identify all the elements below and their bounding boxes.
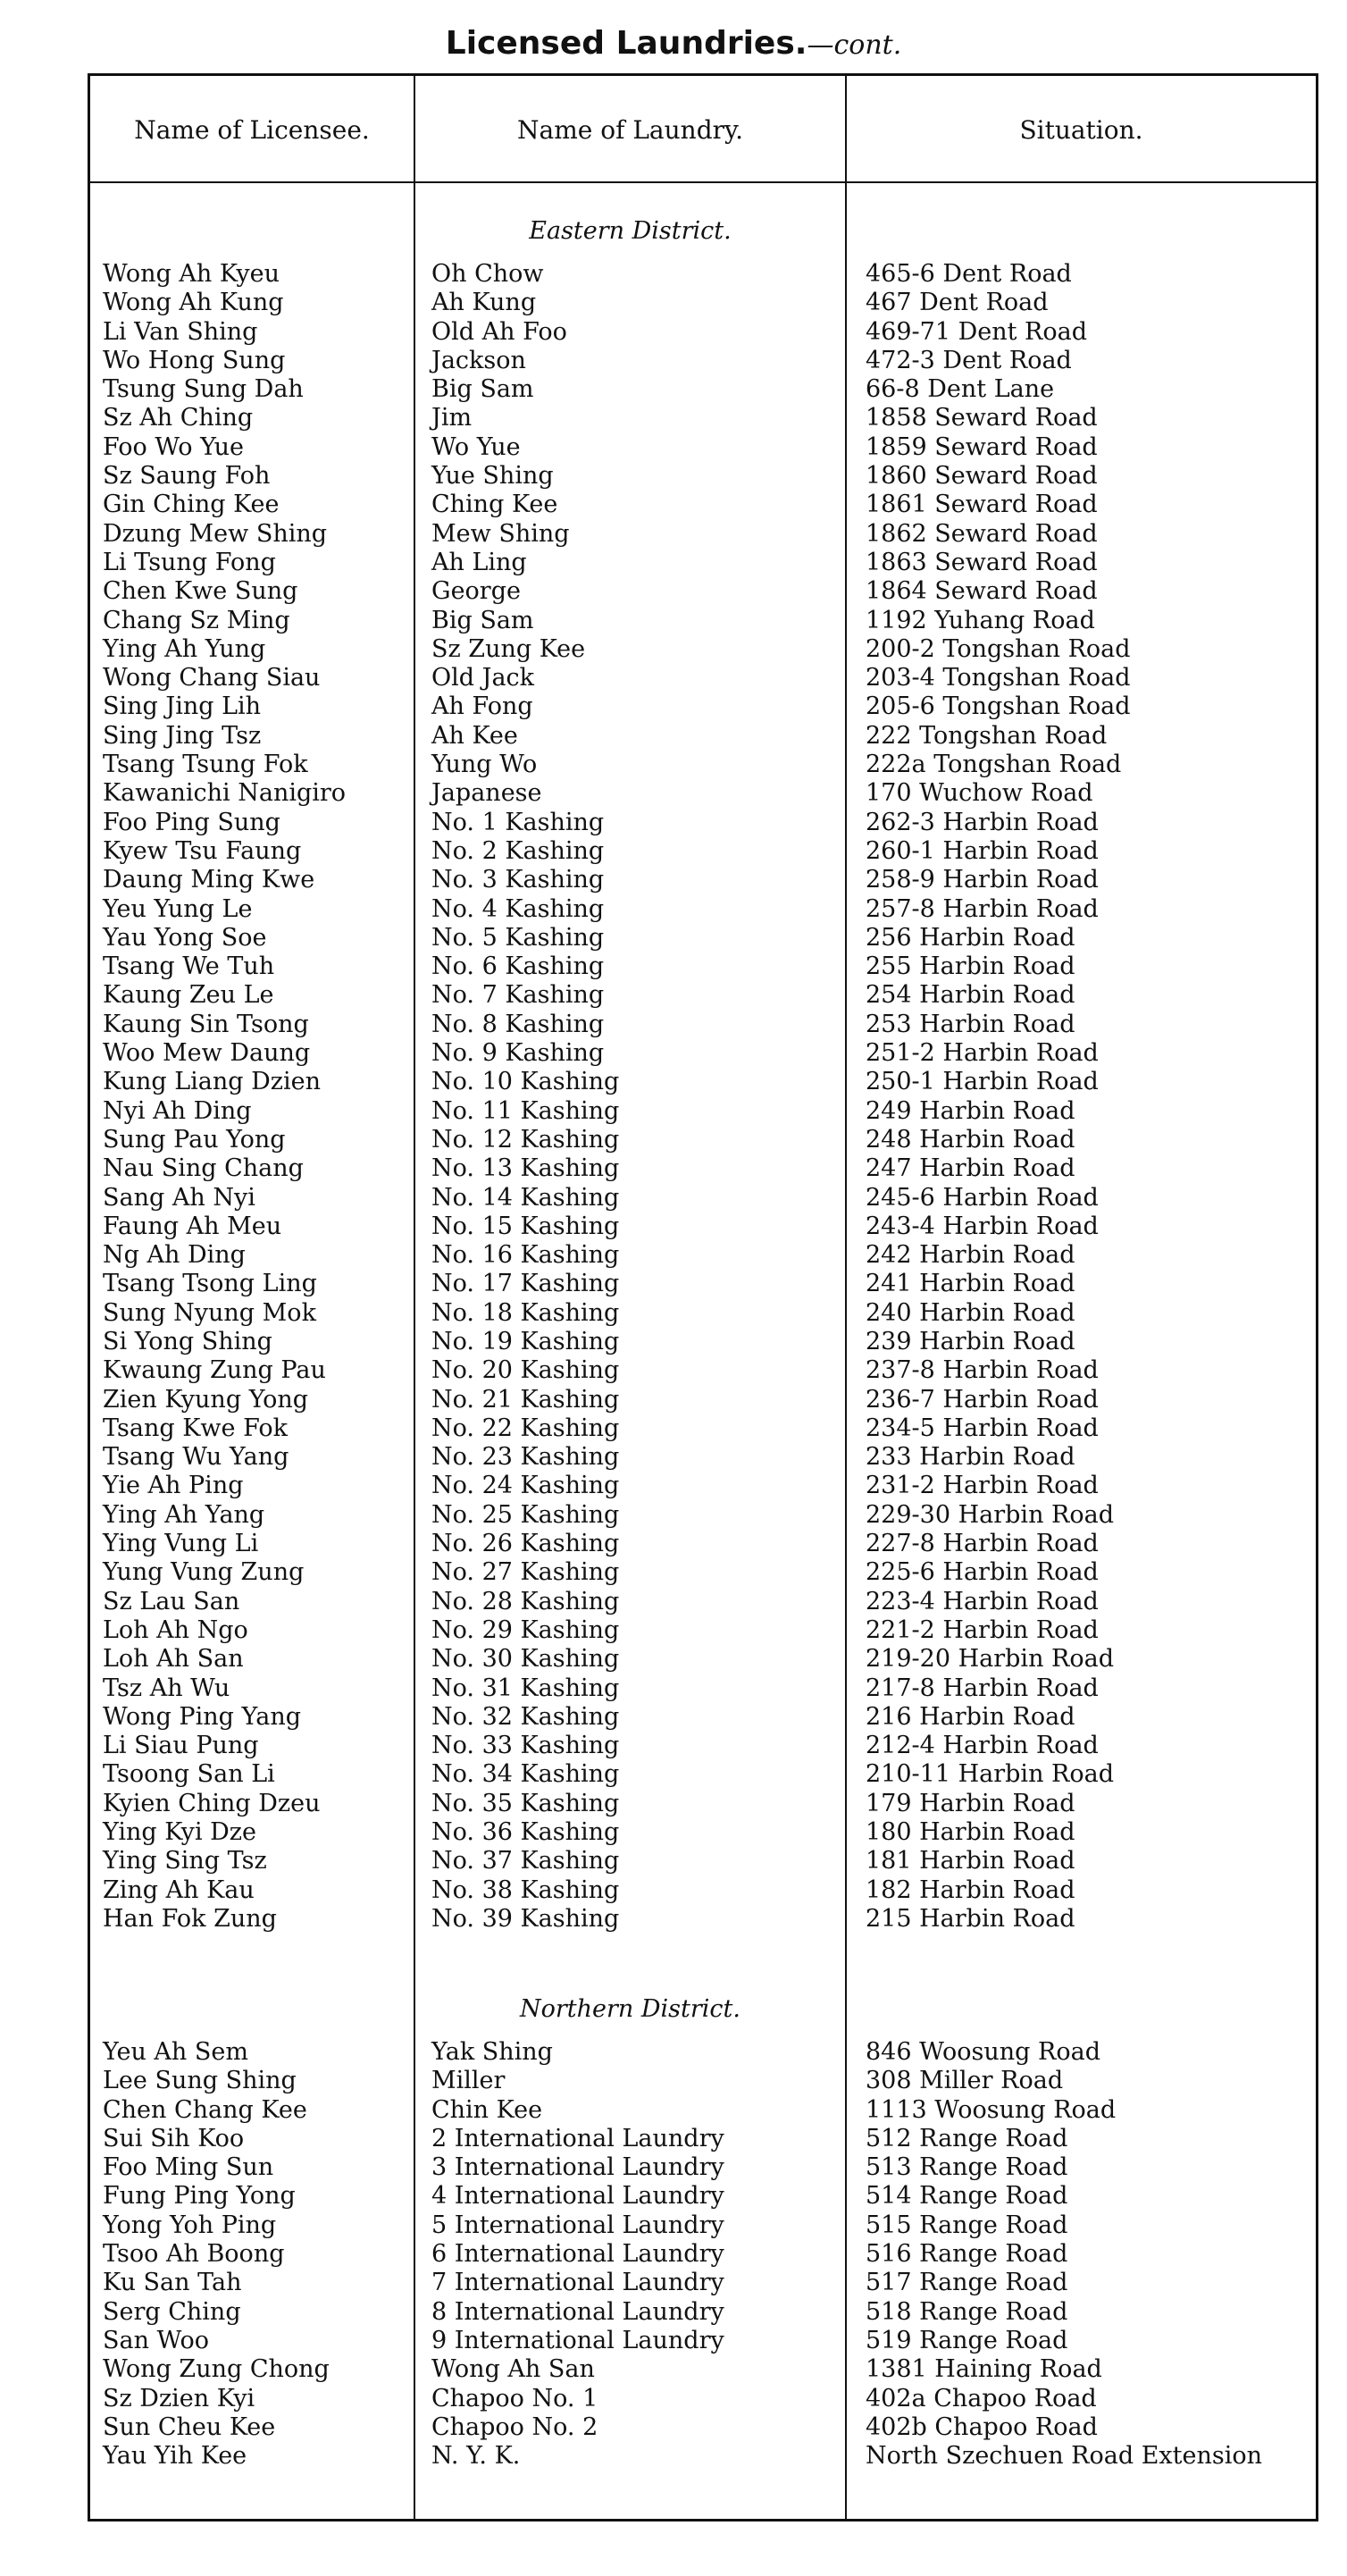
- laundry-name: No. 23 Kashing: [431, 1443, 620, 1472]
- laundry-situation: 234-5 Harbin Road: [866, 1414, 1099, 1442]
- laundry-situation: 221-2 Harbin Road: [866, 1615, 1099, 1644]
- laundry-name: Yung Wo: [431, 751, 538, 779]
- laundry-name: No. 34 Kashing: [431, 1760, 620, 1789]
- laundry-situation: 256 Harbin Road: [866, 923, 1075, 952]
- laundry-name: No. 16 Kashing: [431, 1241, 620, 1270]
- laundry-situation: 1864 Seward Road: [866, 577, 1098, 606]
- licensee-name: Sz Saung Foh: [103, 462, 271, 491]
- laundry-situation: 258-9 Harbin Road: [866, 866, 1099, 894]
- licensee-name: Tsoo Ah Boong: [103, 2240, 285, 2269]
- laundry-situation: 1859 Seward Road: [866, 432, 1098, 461]
- licensee-name: Wong Ping Yang: [103, 1702, 301, 1731]
- licensee-name: Yau Yih Kee: [103, 2442, 247, 2471]
- laundry-name: Sz Zung Kee: [431, 634, 586, 663]
- licensee-name: Kung Liang Dzien: [103, 1068, 322, 1096]
- laundry-situation: 1862 Seward Road: [866, 519, 1098, 548]
- laundry-situation: 216 Harbin Road: [866, 1702, 1075, 1731]
- laundry-situation: 181 Harbin Road: [866, 1847, 1075, 1875]
- laundry-name: No. 9 Kashing: [431, 1039, 605, 1068]
- laundry-situation: 179 Harbin Road: [866, 1789, 1075, 1817]
- laundry-situation: 251-2 Harbin Road: [866, 1039, 1099, 1068]
- laundry-situation: 236-7 Harbin Road: [866, 1385, 1099, 1414]
- laundry-name: Mew Shing: [431, 519, 570, 548]
- laundry-name: No. 28 Kashing: [431, 1587, 620, 1615]
- laundry-name: No. 25 Kashing: [431, 1500, 620, 1529]
- licensee-name: Kyew Tsu Faung: [103, 836, 302, 865]
- laundry-situation: 215 Harbin Road: [866, 1904, 1075, 1933]
- laundry-name: No. 13 Kashing: [431, 1154, 620, 1183]
- laundry-situation: 517 Range Road: [866, 2269, 1068, 2297]
- laundry-name: 5 International Laundry: [431, 2211, 724, 2239]
- laundry-name: No. 2 Kashing: [431, 836, 605, 865]
- licensee-name: Wong Ah Kyeu: [103, 260, 280, 288]
- licensee-name: Sung Pau Yong: [103, 1125, 286, 1154]
- northern-district-label: Northern District.: [520, 1995, 740, 2023]
- laundry-name: No. 17 Kashing: [431, 1270, 620, 1298]
- laundry-situation: 514 Range Road: [866, 2182, 1068, 2211]
- laundry-name: Oh Chow: [431, 260, 544, 288]
- laundry-name: No. 1 Kashing: [431, 808, 605, 836]
- laundry-situation: 469-71 Dent Road: [866, 317, 1088, 346]
- licensee-name: Kaung Zeu Le: [103, 981, 274, 1010]
- laundry-situation: 200-2 Tongshan Road: [866, 634, 1131, 663]
- licensee-name: Woo Mew Daung: [103, 1039, 311, 1068]
- licensee-name: Kaung Sin Tsong: [103, 1010, 309, 1038]
- licensee-name: Yung Vung Zung: [103, 1558, 305, 1587]
- laundry-name: No. 32 Kashing: [431, 1702, 620, 1731]
- laundry-name: Chapoo No. 1: [431, 2384, 598, 2412]
- laundry-situation: 212-4 Harbin Road: [866, 1732, 1099, 1760]
- laundry-name: No. 7 Kashing: [431, 981, 605, 1010]
- laundry-situation: 1113 Woosung Road: [866, 2095, 1117, 2124]
- laundry-name: No. 24 Kashing: [431, 1472, 620, 1500]
- laundry-name: 8 International Laundry: [431, 2297, 724, 2326]
- header-laundry: Name of Laundry.: [517, 115, 743, 145]
- laundry-name: 9 International Laundry: [431, 2326, 724, 2354]
- page-title: [0, 25, 1347, 62]
- licensee-name: Yie Ah Ping: [103, 1472, 244, 1500]
- licensee-name: Sun Cheu Kee: [103, 2412, 276, 2441]
- laundry-situation: North Szechuen Road Extension: [866, 2442, 1262, 2471]
- licensee-name: Kyien Ching Dzeu: [103, 1789, 321, 1817]
- laundry-situation: 519 Range Road: [866, 2326, 1068, 2354]
- laundry-situation: 225-6 Harbin Road: [866, 1558, 1099, 1587]
- licensee-name: Kawanichi Nanigiro: [103, 779, 347, 808]
- laundry-situation: 249 Harbin Road: [866, 1096, 1075, 1125]
- laundry-situation: 257-8 Harbin Road: [866, 894, 1099, 923]
- laundry-situation: 182 Harbin Road: [866, 1875, 1075, 1904]
- laundry-situation: 180 Harbin Road: [866, 1818, 1075, 1847]
- licensee-name: Sz Lau San: [103, 1587, 240, 1615]
- laundry-name: 2 International Laundry: [431, 2124, 724, 2152]
- laundry-situation: 243-4 Harbin Road: [866, 1212, 1099, 1240]
- laundry-name: No. 31 Kashing: [431, 1674, 620, 1702]
- laundry-name: Ah Fong: [431, 692, 533, 721]
- laundry-name: No. 36 Kashing: [431, 1818, 620, 1847]
- laundry-situation: 237-8 Harbin Road: [866, 1356, 1099, 1385]
- laundry-name: Jim: [431, 404, 473, 432]
- licensee-name: Sui Sih Koo: [103, 2124, 245, 2152]
- laundry-situation: 515 Range Road: [866, 2211, 1068, 2239]
- laundry-situation: 513 Range Road: [866, 2153, 1068, 2182]
- laundry-situation: 467 Dent Road: [866, 289, 1049, 317]
- laundry-name: Jackson: [431, 346, 526, 374]
- laundry-name: No. 18 Kashing: [431, 1298, 620, 1327]
- laundry-name: No. 6 Kashing: [431, 952, 605, 981]
- laundry-situation: 516 Range Road: [866, 2240, 1068, 2269]
- laundry-situation: 1863 Seward Road: [866, 548, 1098, 576]
- laundry-situation: 245-6 Harbin Road: [866, 1183, 1099, 1212]
- laundry-situation: 1860 Seward Road: [866, 462, 1098, 491]
- laundry-name: No. 14 Kashing: [431, 1183, 620, 1212]
- laundry-name: Ching Kee: [431, 491, 558, 519]
- laundry-situation: 255 Harbin Road: [866, 952, 1075, 981]
- laundry-name: Wo Yue: [431, 432, 521, 461]
- licensee-name: Tsz Ah Wu: [103, 1674, 230, 1702]
- licensee-name: Zien Kyung Yong: [103, 1385, 309, 1414]
- laundry-name: Chin Kee: [431, 2095, 543, 2124]
- laundry-name: 4 International Laundry: [431, 2182, 724, 2211]
- laundry-situation: 222 Tongshan Road: [866, 721, 1108, 750]
- licensee-name: Gin Ching Kee: [103, 491, 280, 519]
- laundry-name: No. 29 Kashing: [431, 1615, 620, 1644]
- licensee-name: Kwaung Zung Pau: [103, 1356, 326, 1385]
- laundry-name: No. 4 Kashing: [431, 894, 605, 923]
- licensee-name: Daung Ming Kwe: [103, 866, 315, 894]
- laundry-situation: 262-3 Harbin Road: [866, 808, 1099, 836]
- laundry-name: No. 8 Kashing: [431, 1010, 605, 1038]
- laundry-name: Old Jack: [431, 664, 535, 692]
- laundry-name: No. 35 Kashing: [431, 1789, 620, 1817]
- laundry-situation: 402a Chapoo Road: [866, 2384, 1097, 2412]
- laundry-situation: 205-6 Tongshan Road: [866, 692, 1131, 721]
- licensee-name: Ng Ah Ding: [103, 1241, 246, 1270]
- licensee-name: Wong Chang Siau: [103, 664, 321, 692]
- licensee-name: Sing Jing Lih: [103, 692, 262, 721]
- licensee-name: Sang Ah Nyi: [103, 1183, 255, 1212]
- licensee-name: Serg Ching: [103, 2297, 241, 2326]
- laundry-situation: 1381 Haining Road: [866, 2355, 1102, 2384]
- licensee-name: Ku San Tah: [103, 2269, 242, 2297]
- laundry-situation: 260-1 Harbin Road: [866, 836, 1099, 865]
- laundry-situation: 465-6 Dent Road: [866, 260, 1072, 288]
- licensee-name: San Woo: [103, 2326, 209, 2354]
- licensee-name: Nau Sing Chang: [103, 1154, 304, 1183]
- laundry-situation: 229-30 Harbin Road: [866, 1500, 1115, 1529]
- licensee-name: Loh Ah Ngo: [103, 1615, 248, 1644]
- licensee-name: Sz Dzien Kyi: [103, 2384, 255, 2412]
- laundry-situation: 250-1 Harbin Road: [866, 1068, 1099, 1096]
- licensee-name: Tsang We Tuh: [103, 952, 275, 981]
- laundry-situation: 846 Woosung Road: [866, 2038, 1101, 2066]
- laundry-situation: 210-11 Harbin Road: [866, 1760, 1115, 1789]
- laundry-situation: 512 Range Road: [866, 2124, 1068, 2152]
- laundry-name: No. 20 Kashing: [431, 1356, 620, 1385]
- laundry-name: Yue Shing: [431, 462, 554, 491]
- licensee-name: Dzung Mew Shing: [103, 519, 328, 548]
- laundry-name: No. 11 Kashing: [431, 1096, 620, 1125]
- laundry-situation: 203-4 Tongshan Road: [866, 664, 1131, 692]
- licensee-name: Foo Ping Sung: [103, 808, 280, 836]
- laundry-name: Old Ah Foo: [431, 317, 567, 346]
- column-divider: [414, 76, 415, 2519]
- laundry-name: Japanese: [431, 779, 542, 808]
- licensee-name: Tsang Kwe Fok: [103, 1414, 288, 1442]
- laundry-name: No. 19 Kashing: [431, 1327, 620, 1355]
- column-divider: [845, 76, 847, 2519]
- licensee-name: Foo Ming Sun: [103, 2153, 274, 2182]
- licensee-name: Ying Ah Yang: [103, 1500, 265, 1529]
- laundry-situation: 247 Harbin Road: [866, 1154, 1075, 1183]
- laundry-situation: 241 Harbin Road: [866, 1270, 1075, 1298]
- licensee-name: Tsang Tsung Fok: [103, 751, 308, 779]
- licensee-name: Chen Kwe Sung: [103, 577, 298, 606]
- laundry-situation: 239 Harbin Road: [866, 1327, 1075, 1355]
- licensee-name: Yeu Ah Sem: [103, 2038, 248, 2066]
- laundry-situation: 233 Harbin Road: [866, 1443, 1075, 1472]
- laundry-situation: 402b Chapoo Road: [866, 2412, 1098, 2441]
- licensee-name: Wo Hong Sung: [103, 346, 286, 374]
- licensee-name: Tsoong San Li: [103, 1760, 275, 1789]
- licensee-name: Sz Ah Ching: [103, 404, 254, 432]
- laundry-name: George: [431, 577, 521, 606]
- laundry-name: No. 33 Kashing: [431, 1732, 620, 1760]
- header-situation: Situation.: [1019, 115, 1143, 145]
- laundry-situation: 66-8 Dent Lane: [866, 375, 1055, 404]
- laundry-name: 7 International Laundry: [431, 2269, 724, 2297]
- laundry-situation: 518 Range Road: [866, 2297, 1068, 2326]
- laundry-name: No. 27 Kashing: [431, 1558, 620, 1587]
- laundry-name: Chapoo No. 2: [431, 2412, 598, 2441]
- title-text: Licensed Laundries.: [445, 25, 807, 62]
- licensee-name: Ying Sing Tsz: [103, 1847, 267, 1875]
- laundry-name: No. 15 Kashing: [431, 1212, 620, 1240]
- laundry-name: Big Sam: [431, 375, 534, 404]
- laundry-name: Ah Ling: [431, 548, 527, 576]
- licensee-name: Sung Nyung Mok: [103, 1298, 316, 1327]
- licensee-name: Fung Ping Yong: [103, 2182, 296, 2211]
- licensee-name: Ying Kyi Dze: [103, 1818, 257, 1847]
- licensee-name: Yau Yong Soe: [103, 923, 267, 952]
- laundry-name: N. Y. K.: [431, 2442, 521, 2471]
- laundry-situation: 222a Tongshan Road: [866, 751, 1122, 779]
- laundry-name: No. 39 Kashing: [431, 1904, 620, 1933]
- laundry-name: No. 12 Kashing: [431, 1125, 620, 1154]
- laundry-situation: 227-8 Harbin Road: [866, 1530, 1099, 1558]
- laundry-name: Ah Kee: [431, 721, 518, 750]
- laundry-situation: 254 Harbin Road: [866, 981, 1075, 1010]
- licensee-name: Wong Zung Chong: [103, 2355, 330, 2384]
- licensee-name: Tsung Sung Dah: [103, 375, 304, 404]
- eastern-licensee-column: [103, 260, 346, 1934]
- licensee-name: Li Siau Pung: [103, 1732, 259, 1760]
- laundry-situation: 1192 Yuhang Road: [866, 606, 1095, 634]
- laundry-name: No. 3 Kashing: [431, 866, 605, 894]
- northern-laundry-column: [431, 2038, 724, 2471]
- licensee-name: Li Van Shing: [103, 317, 258, 346]
- laundry-name: No. 10 Kashing: [431, 1068, 620, 1096]
- eastern-situation-column: [866, 260, 1131, 1934]
- licensee-name: Wong Ah Kung: [103, 289, 284, 317]
- laundry-name: Wong Ah San: [431, 2355, 595, 2384]
- licensee-name: Yeu Yung Le: [103, 894, 253, 923]
- laundry-name: No. 30 Kashing: [431, 1645, 620, 1674]
- header-licensee: Name of Licensee.: [134, 115, 370, 145]
- laundry-name: No. 26 Kashing: [431, 1530, 620, 1558]
- licensee-name: Loh Ah San: [103, 1645, 244, 1674]
- licensee-name: Nyi Ah Ding: [103, 1096, 252, 1125]
- laundry-name: 3 International Laundry: [431, 2153, 724, 2182]
- laundry-name: Big Sam: [431, 606, 534, 634]
- laundry-situation: 240 Harbin Road: [866, 1298, 1075, 1327]
- header-rule: [90, 181, 1316, 183]
- laundry-name: Miller: [431, 2067, 506, 2095]
- licensee-name: Tsang Wu Yang: [103, 1443, 289, 1472]
- laundry-name: No. 37 Kashing: [431, 1847, 620, 1875]
- laundry-situation: 219-20 Harbin Road: [866, 1645, 1115, 1674]
- laundry-situation: 223-4 Harbin Road: [866, 1587, 1099, 1615]
- eastern-district-label: Eastern District.: [529, 217, 732, 245]
- licensee-name: Yong Yoh Ping: [103, 2211, 277, 2239]
- laundry-situation: 248 Harbin Road: [866, 1125, 1075, 1154]
- licensee-name: Foo Wo Yue: [103, 432, 244, 461]
- northern-situation-column: [866, 2038, 1262, 2471]
- licensee-name: Sing Jing Tsz: [103, 721, 262, 750]
- laundry-situation: 217-8 Harbin Road: [866, 1674, 1099, 1702]
- laundry-situation: 308 Miller Road: [866, 2067, 1064, 2095]
- licensee-name: Chang Sz Ming: [103, 606, 290, 634]
- laundry-name: No. 5 Kashing: [431, 923, 605, 952]
- licensee-name: Si Yong Shing: [103, 1327, 272, 1355]
- laundry-name: Yak Shing: [431, 2038, 553, 2066]
- northern-licensee-column: [103, 2038, 330, 2471]
- laundry-table: [88, 73, 1318, 2521]
- laundry-name: No. 21 Kashing: [431, 1385, 620, 1414]
- eastern-laundry-column: [431, 260, 619, 1934]
- laundry-situation: 472-3 Dent Road: [866, 346, 1072, 374]
- laundry-situation: 1858 Seward Road: [866, 404, 1098, 432]
- laundry-name: No. 38 Kashing: [431, 1875, 620, 1904]
- licensee-name: Li Tsung Fong: [103, 548, 276, 576]
- licensee-name: Zing Ah Kau: [103, 1875, 255, 1904]
- title-suffix: —cont.: [807, 29, 902, 61]
- laundry-situation: 170 Wuchow Road: [866, 779, 1093, 808]
- laundry-name: No. 22 Kashing: [431, 1414, 620, 1442]
- licensee-name: Tsang Tsong Ling: [103, 1270, 317, 1298]
- laundry-name: 6 International Laundry: [431, 2240, 724, 2269]
- laundry-situation: 253 Harbin Road: [866, 1010, 1075, 1038]
- laundry-name: Ah Kung: [431, 289, 537, 317]
- laundry-situation: 1861 Seward Road: [866, 491, 1098, 519]
- laundry-situation: 231-2 Harbin Road: [866, 1472, 1099, 1500]
- licensee-name: Lee Sung Shing: [103, 2067, 297, 2095]
- laundry-situation: 242 Harbin Road: [866, 1241, 1075, 1270]
- licensee-name: Faung Ah Meu: [103, 1212, 282, 1240]
- licensee-name: Ying Vung Li: [103, 1530, 259, 1558]
- licensee-name: Chen Chang Kee: [103, 2095, 307, 2124]
- licensee-name: Han Fok Zung: [103, 1904, 277, 1933]
- licensee-name: Ying Ah Yung: [103, 634, 266, 663]
